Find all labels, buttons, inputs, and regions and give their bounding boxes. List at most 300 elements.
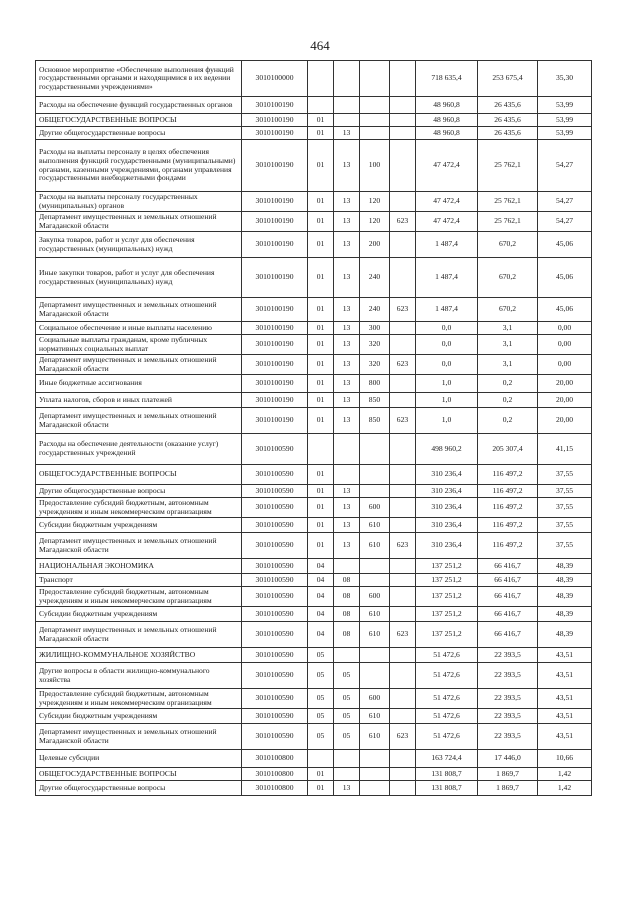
table-row bbox=[36, 298, 592, 322]
cell-expense-type bbox=[360, 663, 390, 689]
cell-section bbox=[308, 434, 334, 465]
cell-name: Другие общегосударственные вопросы bbox=[36, 485, 242, 498]
cell-ministry bbox=[390, 709, 416, 724]
cell-ministry bbox=[390, 258, 416, 298]
cell-name: Закупка товаров, работ и услуг для обеспечения государственных (муниципальных) нужд bbox=[36, 232, 242, 258]
cell-target-code: 3010100590 bbox=[242, 607, 308, 622]
cell-section: 01 bbox=[308, 140, 334, 192]
cell-executed: 205 307,4 bbox=[478, 434, 538, 465]
cell-target-code: 3010100590 bbox=[242, 648, 308, 663]
cell-percent: 37,55 bbox=[538, 498, 592, 518]
cell-section: 01 bbox=[308, 335, 334, 355]
cell-plan: 137 251,2 bbox=[416, 607, 478, 622]
cell-target-code: 3010100190 bbox=[242, 408, 308, 434]
cell-name: Иные бюджетные ассигнования bbox=[36, 375, 242, 393]
cell-subsection: 13 bbox=[334, 485, 360, 498]
cell-name: Расходы на выплаты персоналу в целях обеспечения выполнения функций государственными (муниципальными) органами, казенными учреждениями, органами управления государственными внебюджетными фондами bbox=[36, 140, 242, 192]
table-row bbox=[36, 607, 592, 622]
cell-section bbox=[308, 750, 334, 768]
cell-section: 01 bbox=[308, 768, 334, 781]
cell-expense-type: 600 bbox=[360, 689, 390, 709]
cell-section: 05 bbox=[308, 648, 334, 663]
cell-executed: 670,2 bbox=[478, 258, 538, 298]
cell-section bbox=[308, 97, 334, 114]
cell-name: Расходы на выплаты персоналу государственных (муниципальных) органов bbox=[36, 192, 242, 212]
cell-executed: 26 435,6 bbox=[478, 114, 538, 127]
cell-executed: 116 497,2 bbox=[478, 518, 538, 533]
cell-percent: 48,39 bbox=[538, 607, 592, 622]
cell-executed: 3,1 bbox=[478, 335, 538, 355]
cell-target-code: 3010100590 bbox=[242, 663, 308, 689]
table-row bbox=[36, 408, 592, 434]
cell-ministry bbox=[390, 663, 416, 689]
cell-percent: 48,39 bbox=[538, 622, 592, 648]
cell-executed: 22 393,5 bbox=[478, 663, 538, 689]
cell-executed: 0,2 bbox=[478, 393, 538, 408]
page-number: 464 bbox=[310, 38, 330, 53]
cell-ministry bbox=[390, 689, 416, 709]
table-row bbox=[36, 393, 592, 408]
table-row bbox=[36, 498, 592, 518]
cell-expense-type bbox=[360, 559, 390, 574]
cell-subsection: 13 bbox=[334, 232, 360, 258]
cell-expense-type: 610 bbox=[360, 724, 390, 750]
cell-plan: 47 472,4 bbox=[416, 192, 478, 212]
cell-expense-type bbox=[360, 750, 390, 768]
cell-name: Другие общегосударственные вопросы bbox=[36, 781, 242, 796]
cell-plan: 47 472,4 bbox=[416, 212, 478, 232]
cell-expense-type bbox=[360, 434, 390, 465]
cell-executed: 26 435,6 bbox=[478, 97, 538, 114]
cell-target-code: 3010100800 bbox=[242, 768, 308, 781]
cell-section: 01 bbox=[308, 298, 334, 322]
cell-section: 05 bbox=[308, 724, 334, 750]
table-row bbox=[36, 750, 592, 768]
cell-section: 01 bbox=[308, 393, 334, 408]
cell-expense-type: 240 bbox=[360, 258, 390, 298]
cell-plan: 51 472,6 bbox=[416, 724, 478, 750]
table-row bbox=[36, 434, 592, 465]
cell-name: Предоставление субсидий бюджетным, автономным учреждениям и иным некоммерческим организациям bbox=[36, 689, 242, 709]
cell-subsection: 13 bbox=[334, 408, 360, 434]
cell-ministry bbox=[390, 465, 416, 485]
cell-subsection: 13 bbox=[334, 258, 360, 298]
cell-target-code: 3010100590 bbox=[242, 533, 308, 559]
cell-executed: 3,1 bbox=[478, 355, 538, 375]
cell-plan: 137 251,2 bbox=[416, 574, 478, 587]
cell-executed: 0,2 bbox=[478, 375, 538, 393]
cell-plan: 137 251,2 bbox=[416, 622, 478, 648]
cell-expense-type bbox=[360, 781, 390, 796]
cell-section: 01 bbox=[308, 114, 334, 127]
cell-subsection bbox=[334, 97, 360, 114]
cell-plan: 310 236,4 bbox=[416, 518, 478, 533]
cell-expense-type bbox=[360, 485, 390, 498]
cell-expense-type: 600 bbox=[360, 498, 390, 518]
cell-plan: 51 472,6 bbox=[416, 689, 478, 709]
cell-target-code: 3010100190 bbox=[242, 355, 308, 375]
cell-name: Департамент имущественных и земельных отношений Магаданской области bbox=[36, 533, 242, 559]
cell-section: 05 bbox=[308, 709, 334, 724]
cell-subsection: 13 bbox=[334, 393, 360, 408]
cell-ministry: 623 bbox=[390, 355, 416, 375]
cell-subsection: 13 bbox=[334, 212, 360, 232]
cell-name: Департамент имущественных и земельных отношений Магаданской области bbox=[36, 355, 242, 375]
cell-subsection bbox=[334, 750, 360, 768]
cell-section: 01 bbox=[308, 232, 334, 258]
cell-target-code: 3010100000 bbox=[242, 61, 308, 97]
cell-section: 04 bbox=[308, 559, 334, 574]
cell-target-code: 3010100800 bbox=[242, 750, 308, 768]
cell-expense-type bbox=[360, 97, 390, 114]
cell-name: Другие общегосударственные вопросы bbox=[36, 127, 242, 140]
cell-target-code: 3010100190 bbox=[242, 258, 308, 298]
cell-section: 01 bbox=[308, 533, 334, 559]
cell-subsection: 13 bbox=[334, 140, 360, 192]
cell-executed: 25 762,1 bbox=[478, 212, 538, 232]
cell-name: ЖИЛИЩНО-КОММУНАЛЬНОЕ ХОЗЯЙСТВО bbox=[36, 648, 242, 663]
cell-plan: 1,0 bbox=[416, 393, 478, 408]
cell-target-code: 3010100590 bbox=[242, 587, 308, 607]
cell-target-code: 3010100190 bbox=[242, 232, 308, 258]
cell-percent: 20,00 bbox=[538, 393, 592, 408]
cell-percent: 43,51 bbox=[538, 689, 592, 709]
cell-plan: 310 236,4 bbox=[416, 465, 478, 485]
cell-ministry bbox=[390, 61, 416, 97]
cell-section: 01 bbox=[308, 485, 334, 498]
cell-subsection: 13 bbox=[334, 781, 360, 796]
cell-plan: 1 487,4 bbox=[416, 258, 478, 298]
cell-subsection: 08 bbox=[334, 574, 360, 587]
cell-ministry bbox=[390, 140, 416, 192]
table-row bbox=[36, 559, 592, 574]
cell-name: Другие вопросы в области жилищно-коммунального хозяйства bbox=[36, 663, 242, 689]
cell-percent: 20,00 bbox=[538, 408, 592, 434]
cell-subsection: 13 bbox=[334, 298, 360, 322]
cell-section: 01 bbox=[308, 258, 334, 298]
table-row bbox=[36, 485, 592, 498]
cell-expense-type bbox=[360, 127, 390, 140]
cell-expense-type bbox=[360, 574, 390, 587]
table-row bbox=[36, 322, 592, 335]
cell-target-code: 3010100190 bbox=[242, 322, 308, 335]
table-row bbox=[36, 587, 592, 607]
cell-ministry bbox=[390, 375, 416, 393]
cell-target-code: 3010100590 bbox=[242, 498, 308, 518]
table-row bbox=[36, 518, 592, 533]
cell-executed: 116 497,2 bbox=[478, 485, 538, 498]
cell-executed: 253 675,4 bbox=[478, 61, 538, 97]
cell-plan: 137 251,2 bbox=[416, 559, 478, 574]
cell-subsection: 13 bbox=[334, 192, 360, 212]
cell-section: 01 bbox=[308, 498, 334, 518]
cell-plan: 48 960,8 bbox=[416, 97, 478, 114]
table-row bbox=[36, 127, 592, 140]
cell-plan: 51 472,6 bbox=[416, 648, 478, 663]
cell-executed: 66 416,7 bbox=[478, 622, 538, 648]
cell-subsection: 05 bbox=[334, 724, 360, 750]
cell-subsection: 13 bbox=[334, 518, 360, 533]
cell-ministry bbox=[390, 607, 416, 622]
cell-target-code: 3010100590 bbox=[242, 465, 308, 485]
table-row bbox=[36, 232, 592, 258]
cell-expense-type: 320 bbox=[360, 355, 390, 375]
table-row bbox=[36, 663, 592, 689]
cell-percent: 43,51 bbox=[538, 648, 592, 663]
cell-target-code: 3010100590 bbox=[242, 689, 308, 709]
cell-name: Субсидии бюджетным учреждениям bbox=[36, 518, 242, 533]
cell-section: 01 bbox=[308, 355, 334, 375]
cell-plan: 310 236,4 bbox=[416, 498, 478, 518]
cell-ministry: 623 bbox=[390, 724, 416, 750]
cell-plan: 163 724,4 bbox=[416, 750, 478, 768]
cell-target-code: 3010100190 bbox=[242, 140, 308, 192]
cell-plan: 0,0 bbox=[416, 322, 478, 335]
cell-percent: 10,66 bbox=[538, 750, 592, 768]
cell-percent: 53,99 bbox=[538, 114, 592, 127]
cell-target-code: 3010100590 bbox=[242, 559, 308, 574]
cell-ministry: 623 bbox=[390, 212, 416, 232]
cell-section: 01 bbox=[308, 465, 334, 485]
cell-ministry bbox=[390, 648, 416, 663]
cell-ministry bbox=[390, 192, 416, 212]
cell-percent: 41,15 bbox=[538, 434, 592, 465]
cell-plan: 131 808,7 bbox=[416, 781, 478, 796]
cell-expense-type: 240 bbox=[360, 298, 390, 322]
cell-subsection: 05 bbox=[334, 709, 360, 724]
cell-target-code: 3010100590 bbox=[242, 574, 308, 587]
cell-subsection bbox=[334, 434, 360, 465]
cell-percent: 43,51 bbox=[538, 724, 592, 750]
cell-ministry: 623 bbox=[390, 622, 416, 648]
cell-plan: 137 251,2 bbox=[416, 587, 478, 607]
cell-percent: 54,27 bbox=[538, 212, 592, 232]
cell-subsection: 13 bbox=[334, 355, 360, 375]
cell-name: ОБЩЕГОСУДАРСТВЕННЫЕ ВОПРОСЫ bbox=[36, 768, 242, 781]
cell-ministry bbox=[390, 768, 416, 781]
cell-plan: 498 960,2 bbox=[416, 434, 478, 465]
table-row bbox=[36, 533, 592, 559]
cell-plan: 0,0 bbox=[416, 335, 478, 355]
cell-ministry: 623 bbox=[390, 408, 416, 434]
cell-executed: 1 869,7 bbox=[478, 768, 538, 781]
cell-percent: 0,00 bbox=[538, 355, 592, 375]
cell-executed: 670,2 bbox=[478, 232, 538, 258]
cell-expense-type bbox=[360, 465, 390, 485]
cell-percent: 53,99 bbox=[538, 97, 592, 114]
cell-name: Департамент имущественных и земельных отношений Магаданской области bbox=[36, 622, 242, 648]
cell-percent: 43,51 bbox=[538, 709, 592, 724]
cell-section: 04 bbox=[308, 587, 334, 607]
cell-ministry bbox=[390, 393, 416, 408]
cell-plan: 718 635,4 bbox=[416, 61, 478, 97]
cell-section: 01 bbox=[308, 212, 334, 232]
cell-percent: 48,39 bbox=[538, 587, 592, 607]
cell-percent: 45,06 bbox=[538, 232, 592, 258]
cell-executed: 26 435,6 bbox=[478, 127, 538, 140]
cell-subsection: 05 bbox=[334, 663, 360, 689]
cell-ministry bbox=[390, 559, 416, 574]
cell-percent: 45,06 bbox=[538, 258, 592, 298]
cell-target-code: 3010100590 bbox=[242, 622, 308, 648]
cell-target-code: 3010100190 bbox=[242, 127, 308, 140]
cell-executed: 17 446,0 bbox=[478, 750, 538, 768]
cell-expense-type: 200 bbox=[360, 232, 390, 258]
cell-subsection bbox=[334, 648, 360, 663]
cell-executed: 66 416,7 bbox=[478, 574, 538, 587]
cell-ministry bbox=[390, 322, 416, 335]
cell-ministry bbox=[390, 498, 416, 518]
cell-ministry bbox=[390, 781, 416, 796]
cell-subsection: 13 bbox=[334, 127, 360, 140]
cell-ministry bbox=[390, 587, 416, 607]
cell-name: Предоставление субсидий бюджетным, автономным учреждениям и иным некоммерческим организациям bbox=[36, 498, 242, 518]
cell-subsection: 13 bbox=[334, 375, 360, 393]
cell-name: НАЦИОНАЛЬНАЯ ЭКОНОМИКА bbox=[36, 559, 242, 574]
cell-expense-type: 610 bbox=[360, 533, 390, 559]
cell-section: 05 bbox=[308, 663, 334, 689]
cell-expense-type: 850 bbox=[360, 408, 390, 434]
table-row bbox=[36, 375, 592, 393]
cell-expense-type: 850 bbox=[360, 393, 390, 408]
cell-name: Иные закупки товаров, работ и услуг для обеспечения государственных (муниципальных) нужд bbox=[36, 258, 242, 298]
cell-ministry bbox=[390, 114, 416, 127]
cell-target-code: 3010100190 bbox=[242, 298, 308, 322]
cell-executed: 66 416,7 bbox=[478, 559, 538, 574]
cell-name: Расходы на обеспечение деятельности (оказание услуг) государственных учреждений bbox=[36, 434, 242, 465]
table-row bbox=[36, 355, 592, 375]
cell-percent: 37,55 bbox=[538, 465, 592, 485]
table-row bbox=[36, 689, 592, 709]
cell-plan: 51 472,6 bbox=[416, 709, 478, 724]
table-row bbox=[36, 192, 592, 212]
cell-expense-type: 610 bbox=[360, 622, 390, 648]
table-row bbox=[36, 622, 592, 648]
cell-expense-type: 800 bbox=[360, 375, 390, 393]
cell-section: 04 bbox=[308, 622, 334, 648]
cell-ministry bbox=[390, 750, 416, 768]
cell-percent: 37,55 bbox=[538, 533, 592, 559]
cell-expense-type: 300 bbox=[360, 322, 390, 335]
cell-ministry bbox=[390, 232, 416, 258]
cell-subsection bbox=[334, 465, 360, 485]
cell-percent: 0,00 bbox=[538, 322, 592, 335]
cell-target-code: 3010100190 bbox=[242, 114, 308, 127]
cell-executed: 1 869,7 bbox=[478, 781, 538, 796]
cell-plan: 310 236,4 bbox=[416, 485, 478, 498]
cell-section: 01 bbox=[308, 322, 334, 335]
cell-ministry bbox=[390, 127, 416, 140]
cell-target-code: 3010100590 bbox=[242, 709, 308, 724]
cell-expense-type: 120 bbox=[360, 192, 390, 212]
table-row bbox=[36, 724, 592, 750]
cell-ministry bbox=[390, 97, 416, 114]
cell-name: Социальные выплаты гражданам, кроме публичных нормативных социальных выплат bbox=[36, 335, 242, 355]
cell-target-code: 3010100590 bbox=[242, 518, 308, 533]
cell-name: ОБЩЕГОСУДАРСТВЕННЫЕ ВОПРОСЫ bbox=[36, 465, 242, 485]
table-row bbox=[36, 709, 592, 724]
cell-executed: 22 393,5 bbox=[478, 709, 538, 724]
table-row bbox=[36, 258, 592, 298]
table-row bbox=[36, 335, 592, 355]
cell-executed: 66 416,7 bbox=[478, 587, 538, 607]
cell-executed: 116 497,2 bbox=[478, 498, 538, 518]
cell-executed: 22 393,5 bbox=[478, 689, 538, 709]
cell-percent: 53,99 bbox=[538, 127, 592, 140]
cell-executed: 0,2 bbox=[478, 408, 538, 434]
table-row bbox=[36, 114, 592, 127]
cell-percent: 20,00 bbox=[538, 375, 592, 393]
cell-ministry bbox=[390, 434, 416, 465]
table-row bbox=[36, 61, 592, 97]
cell-name: ОБЩЕГОСУДАРСТВЕННЫЕ ВОПРОСЫ bbox=[36, 114, 242, 127]
cell-subsection bbox=[334, 559, 360, 574]
cell-executed: 116 497,2 bbox=[478, 533, 538, 559]
cell-executed: 25 762,1 bbox=[478, 192, 538, 212]
cell-section: 01 bbox=[308, 192, 334, 212]
cell-subsection: 13 bbox=[334, 335, 360, 355]
cell-target-code: 3010100590 bbox=[242, 434, 308, 465]
cell-expense-type bbox=[360, 114, 390, 127]
cell-plan: 48 960,8 bbox=[416, 127, 478, 140]
cell-name: Департамент имущественных и земельных отношений Магаданской области bbox=[36, 408, 242, 434]
cell-name: Субсидии бюджетным учреждениям bbox=[36, 709, 242, 724]
cell-ministry bbox=[390, 574, 416, 587]
cell-plan: 1,0 bbox=[416, 375, 478, 393]
cell-ministry: 623 bbox=[390, 533, 416, 559]
cell-target-code: 3010100190 bbox=[242, 335, 308, 355]
cell-name: Департамент имущественных и земельных отношений Магаданской области bbox=[36, 298, 242, 322]
cell-subsection bbox=[334, 768, 360, 781]
cell-executed: 3,1 bbox=[478, 322, 538, 335]
cell-subsection bbox=[334, 114, 360, 127]
table-row bbox=[36, 574, 592, 587]
cell-executed: 66 416,7 bbox=[478, 607, 538, 622]
cell-plan: 0,0 bbox=[416, 355, 478, 375]
table-row bbox=[36, 465, 592, 485]
cell-percent: 48,39 bbox=[538, 559, 592, 574]
cell-percent: 35,30 bbox=[538, 61, 592, 97]
cell-executed: 25 762,1 bbox=[478, 140, 538, 192]
cell-subsection: 13 bbox=[334, 498, 360, 518]
cell-expense-type: 610 bbox=[360, 709, 390, 724]
cell-plan: 1 487,4 bbox=[416, 232, 478, 258]
cell-name: Уплата налогов, сборов и иных платежей bbox=[36, 393, 242, 408]
cell-section: 04 bbox=[308, 574, 334, 587]
cell-target-code: 3010100800 bbox=[242, 781, 308, 796]
table-row bbox=[36, 97, 592, 114]
cell-ministry bbox=[390, 335, 416, 355]
cell-percent: 48,39 bbox=[538, 574, 592, 587]
cell-expense-type: 610 bbox=[360, 607, 390, 622]
cell-executed: 116 497,2 bbox=[478, 465, 538, 485]
cell-subsection bbox=[334, 61, 360, 97]
cell-ministry: 623 bbox=[390, 298, 416, 322]
cell-target-code: 3010100590 bbox=[242, 485, 308, 498]
cell-subsection: 08 bbox=[334, 587, 360, 607]
cell-plan: 51 472,6 bbox=[416, 663, 478, 689]
cell-subsection: 13 bbox=[334, 533, 360, 559]
cell-ministry bbox=[390, 518, 416, 533]
cell-expense-type bbox=[360, 61, 390, 97]
cell-section: 01 bbox=[308, 408, 334, 434]
cell-section: 01 bbox=[308, 781, 334, 796]
cell-subsection: 05 bbox=[334, 689, 360, 709]
cell-target-code: 3010100190 bbox=[242, 192, 308, 212]
cell-name: Транспорт bbox=[36, 574, 242, 587]
cell-executed: 670,2 bbox=[478, 298, 538, 322]
budget-table bbox=[35, 60, 592, 796]
